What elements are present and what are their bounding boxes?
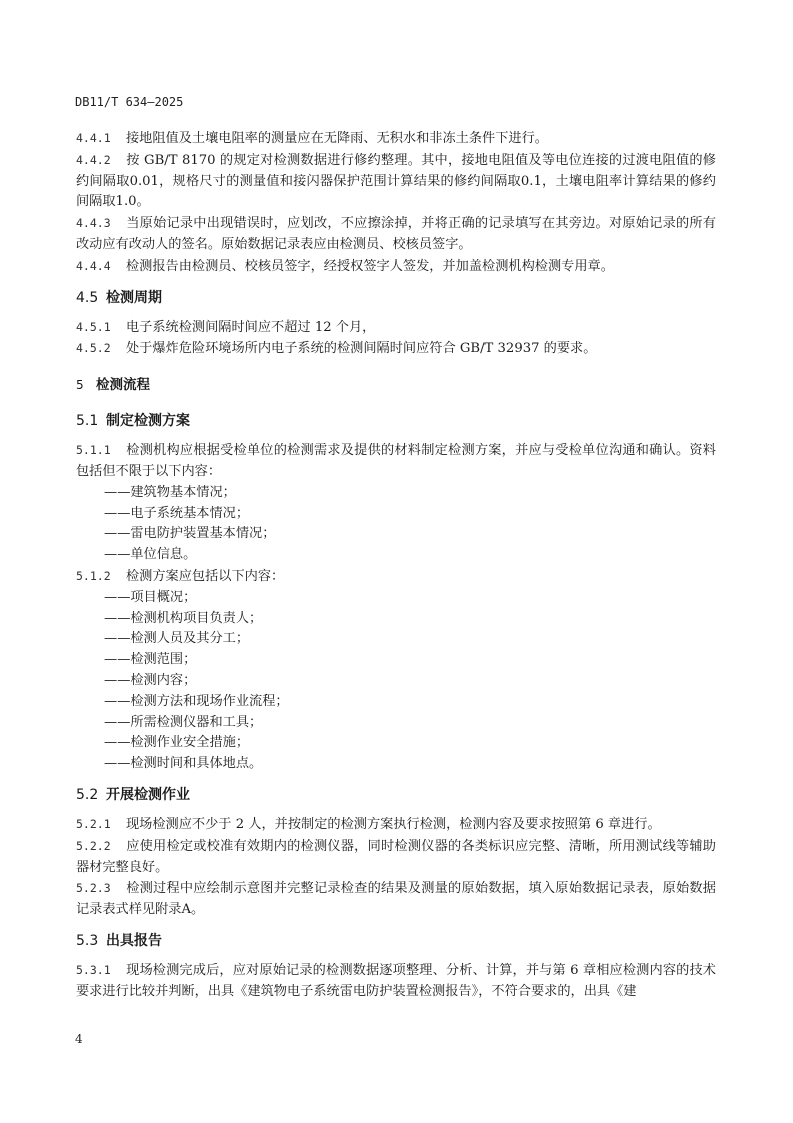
list-item: ——检测范围； — [104, 652, 197, 668]
list-item: ——项目概况； — [104, 589, 197, 605]
list-item: ——检测人员及其分工； — [104, 631, 250, 647]
clause-4-5-1: 4.5.1 电子系统检测间隔时间应不超过 12 个月， — [76, 319, 376, 335]
list-item: ——所需检测仪器和工具； — [104, 714, 263, 730]
list-item: ——检测方法和现场作业流程； — [104, 693, 289, 709]
clause-4-4-2: 4.4.2 按 GB/T 8170 的规定对检测数据进行修约整理。其中，接地电阻值及等电位连接的过渡电阻值的修约间隔取0.01，规格尺寸的测量值和接闪器保护范围计算结果的修约间隔取0.1，土壤电阻率计算结果的修约间隔取1.0。 — [76, 152, 716, 210]
material-list — [76, 483, 716, 566]
standard-code: DB11/T 634—2025 — [75, 95, 184, 109]
section-heading-4-5: 4.5 检测周期 — [76, 289, 162, 306]
list-item: ——检测机构项目负责人； — [104, 610, 263, 626]
clause-5-1-2: 5.1.2 检测方案应包括以下内容： — [76, 568, 285, 584]
section-heading-5-3: 5.3 出具报告 — [76, 932, 162, 949]
list-item: ——检测内容； — [104, 672, 197, 688]
clause-4-5-2: 4.5.2 处于爆炸危险环境场所内电子系统的检测间隔时间应符合 GB/T 32937 的要求。 — [76, 341, 597, 357]
section-heading-5-2: 5.2 开展检测作业 — [76, 786, 190, 803]
clause-5-2-1: 5.2.1 现场检测应不少于 2 人，并按制定的检测方案执行检测，检测内容及要求按照第 6 章进行。 — [76, 816, 661, 832]
chapter-heading-5: 5 检测流程 — [76, 377, 150, 394]
section-heading-5-1: 5.1 制定检测方案 — [76, 413, 190, 430]
document-body — [76, 128, 716, 1003]
list-item: ——检测时间和具体地点。 — [104, 756, 263, 772]
clause-5-2-2: 5.2.2 应使用检定或校准有效期内的检测仪器，同时检测仪器的各类标识应完整、清晰，所用测试线等辅助器材完整良好。 — [76, 838, 716, 875]
list-item: ——建筑物基本情况； — [104, 484, 236, 500]
clause-5-3-1: 5.3.1 现场检测完成后，应对原始记录的检测数据逐项整理、分析、计算，并与第 6 章相应检测内容的技术要求进行比较并判断，出具《建筑物电子系统雷电防护装置检测报告》，不符合要求的，出具《建 — [76, 962, 716, 999]
clause-4-4-4: 4.4.4 检测报告由检测员、校核员签字，经授权签字人签发，并加盖检测机构检测专用章。 — [76, 258, 614, 274]
list-item: ——雷电防护装置基本情况； — [104, 526, 276, 542]
list-item: ——检测作业安全措施； — [104, 735, 250, 751]
clause-4-4-1: 4.4.1 接地阻值及土壤电阻率的测量应在无降雨、无积水和非冻土条件下进行。 — [76, 131, 548, 146]
plan-content-list — [76, 588, 716, 775]
list-item: ——电子系统基本情况； — [104, 505, 250, 521]
clause-5-2-3: 5.2.3 检测过程中应绘制示意图并完整记录检查的结果及测量的原始数据，填入原始数据记录表，原始数据记录表式样见附录A。 — [76, 881, 716, 918]
page-number: 4 — [75, 1032, 83, 1046]
clause-4-4-3: 4.4.3 当原始记录中出现错误时，应划改，不应擦涂掉，并将正确的记录填写在其旁边。对原始记录的所有改动应有改动人的签名。原始数据记录表应由检测员、校核员签字。 — [76, 216, 716, 252]
clause-5-1-1: 5.1.1 检测机构应根据受检单位的检测需求及提供的材料制定检测方案，并应与受检单位沟通和确认。资料包括但不限于以下内容： — [76, 443, 716, 479]
list-item: ——单位信息。 — [104, 547, 197, 563]
